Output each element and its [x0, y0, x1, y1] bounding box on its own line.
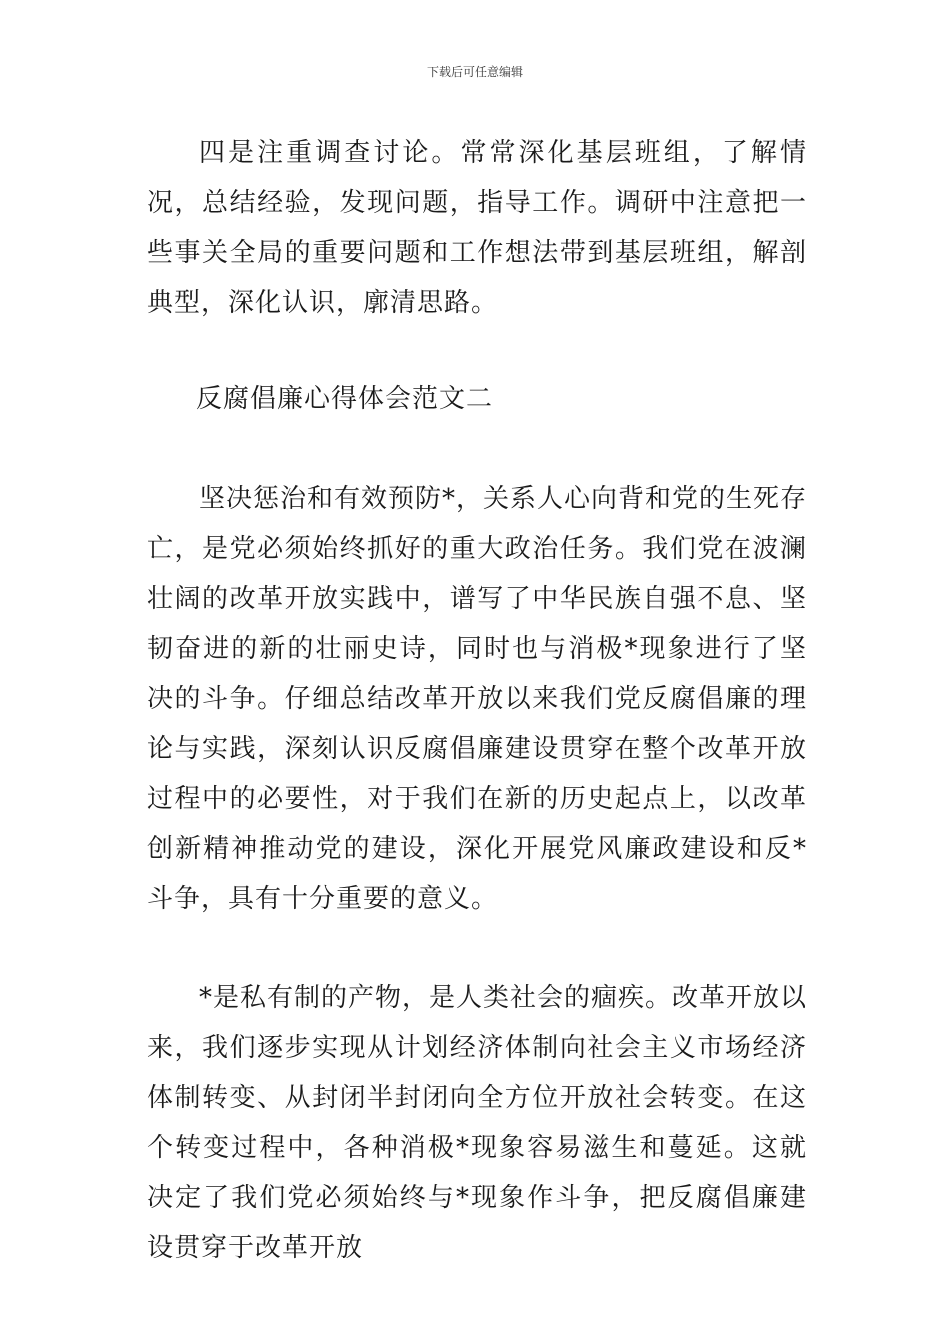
paragraph-block-3 [147, 973, 807, 1273]
page-header: 下载后可任意编辑 [426, 65, 523, 79]
body-paragraph: *是私有制的产物，是人类社会的痼疾。改革开放以来，我们逐步实现从计划经济体制向社会主义市场经济体制转变、从封闭半封闭向全方位开放社会转变。在这个转变过程中，各种消极*现象容易滋生和蔓延。这就决定了我们党必须始终与*现象作斗争，把反腐倡廉建设贯穿于改革开放 [147, 983, 808, 1263]
body-paragraph: 坚决惩治和有效预防*，关系人心向背和党的生死存亡，是党必须始终抓好的重大政治任务。我们党在波澜壮阔的改革开放实践中，谱写了中华民族自强不息、坚韧奋进的新的壮丽史诗，同时也与消极*现象进行了坚决的斗争。仔细总结改革开放以来我们党反腐倡廉的理论与实践，深刻认识反腐倡廉建设贯穿在整个改革开放过程中的必要性，对于我们在新的历史起点上，以改革创新精神推动党的建设，深化开展党风廉政建设和反*斗争，具有十分重要的意义。 [147, 484, 808, 914]
body-paragraph: 四是注重调查讨论。常常深化基层班组，了解情况，总结经验，发现问题，指导工作。调研中注意把一些事关全局的重要问题和工作想法带到基层班组，解剖典型，深化认识，廓清思路。 [147, 138, 807, 318]
section-heading: 反腐倡廉心得体会范文二 [196, 384, 494, 414]
paragraph-block-1 [147, 128, 807, 328]
paragraph-block-2 [147, 474, 807, 924]
